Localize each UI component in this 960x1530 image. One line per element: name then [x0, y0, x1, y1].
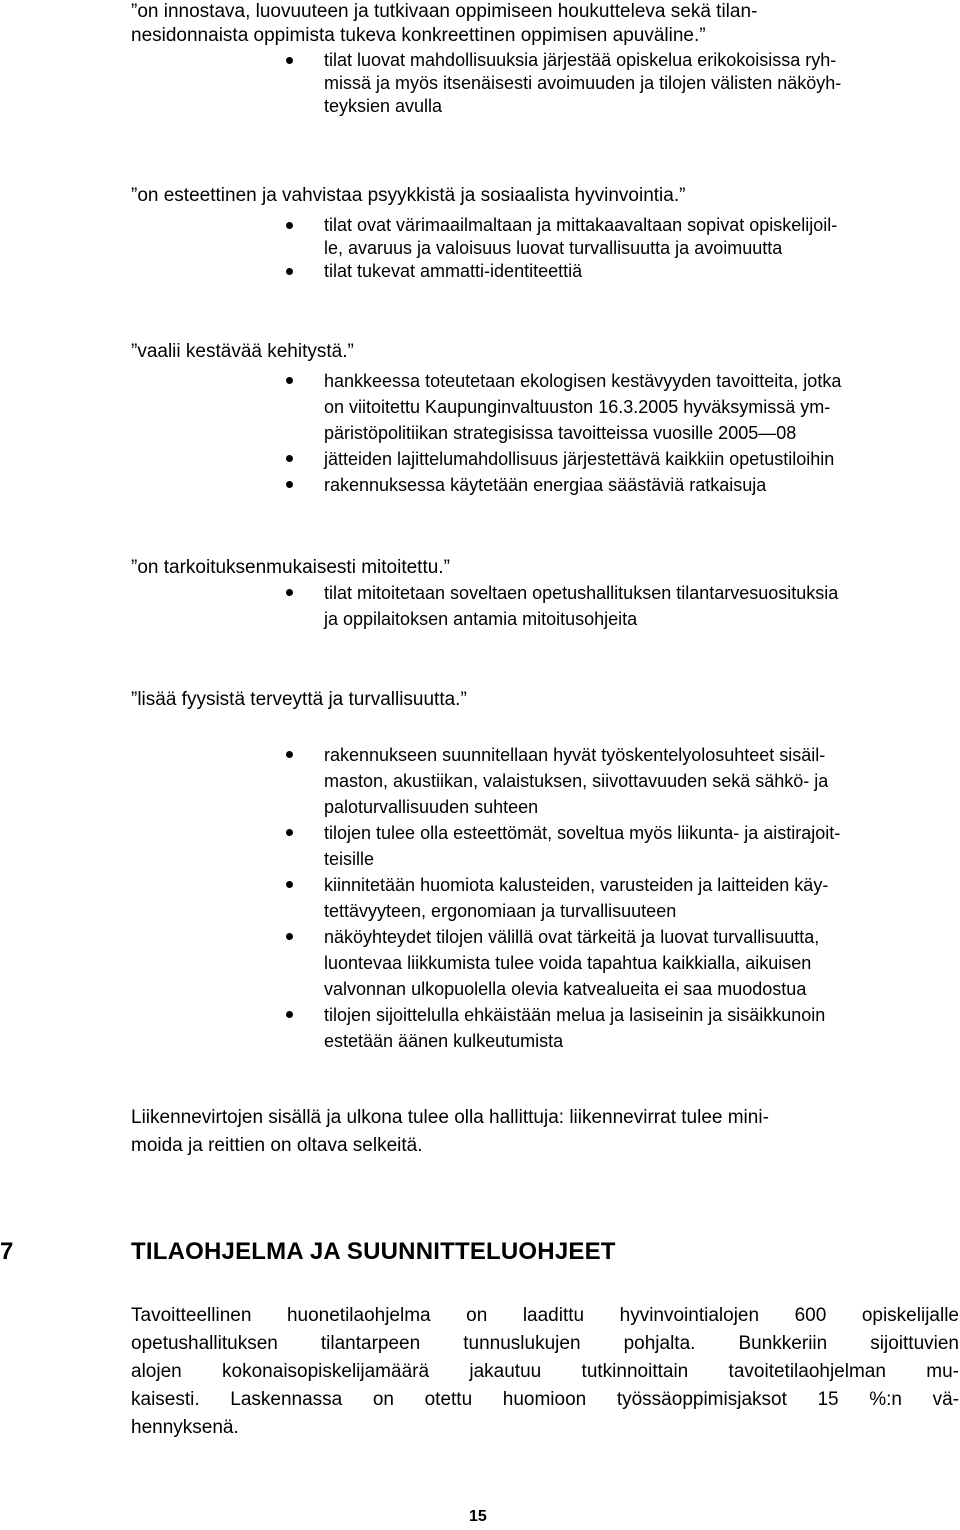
list-item-line: ja oppilaitoksen antamia mitoitusohjeita	[324, 609, 638, 629]
list-item	[286, 446, 954, 472]
list-item	[286, 368, 954, 446]
bullet-icon	[286, 589, 293, 596]
paragraph-line: kaisesti. Laskennassa on otettu huomioon työssäoppimisjaksot 15 %:n vä-	[131, 1389, 959, 1410]
bullet-icon	[286, 57, 293, 64]
bullet-list	[286, 368, 954, 498]
list-item-line: päristöpolitiikan strategisissa tavoitteissa vuosille 2005—08	[324, 423, 797, 443]
section-heading	[131, 0, 757, 48]
bullet-icon	[286, 222, 293, 229]
section-heading	[131, 688, 467, 712]
chapter-number: 7	[0, 1238, 14, 1265]
list-item-line: estetään äänen kulkeutumista	[324, 1031, 564, 1051]
list-item-line: on viitoitettu Kaupunginvaltuuston 16.3.2005 hyväksymissä ym-	[324, 397, 831, 417]
list-item-line: valvonnan ulkopuolella olevia katvealueita ei saa muodostua	[324, 979, 807, 999]
list-item-line: paloturvallisuuden suhteen	[324, 797, 539, 817]
paragraph-line: hennyksenä.	[131, 1417, 239, 1438]
paragraph-line: Liikennevirtojen sisällä ja ulkona tulee olla hallittuja: liikennevirrat tulee mini-	[131, 1107, 769, 1128]
bullet-icon	[286, 481, 293, 488]
list-item-line: tilat luovat mahdollisuuksia järjestää opiskelua erikokoisissa ryh-	[324, 50, 837, 70]
list-item-line: tilat ovat värimaailmaltaan ja mittakaavaltaan sopivat opiskelijoil-	[324, 215, 838, 235]
list-item-line: tettävyyteen, ergonomiaan ja turvallisuuteen	[324, 901, 677, 921]
list-item-line: näköyhteydet tilojen välillä ovat tärkeitä ja luovat turvallisuutta,	[324, 927, 820, 947]
bullet-list	[286, 742, 954, 1054]
section-heading	[131, 184, 685, 208]
list-item	[286, 820, 954, 872]
list-item-line: tilojen tulee olla esteettömät, soveltua myös liikunta- ja aistirajoit-	[324, 823, 841, 843]
list-item	[286, 924, 954, 1002]
bullet-icon	[286, 1011, 293, 1018]
list-item-line: missä ja myös itsenäisesti avoimuuden ja tilojen välisten näköyh-	[324, 73, 842, 93]
list-item-line: rakennukseen suunnitellaan hyvät työskentelyolosuhteet sisäil-	[324, 745, 826, 765]
heading-line: ”vaalii kestävää kehitystä.”	[131, 341, 354, 362]
chapter-title: TILAOHJELMA JA SUUNNITTELUOHJEET	[131, 1238, 616, 1265]
list-item-line: teyksien avulla	[324, 96, 443, 116]
heading-line: ”on tarkoituksenmukaisesti mitoitettu.”	[131, 557, 450, 578]
heading-line: ”lisää fyysistä terveyttä ja turvallisuutta.”	[131, 689, 467, 710]
section-heading	[131, 556, 450, 580]
list-item	[286, 742, 954, 820]
list-item	[286, 49, 954, 118]
list-item-line: rakennuksessa käytetään energiaa säästäviä ratkaisuja	[324, 475, 767, 495]
paragraph-line: Tavoitteellinen huonetilaohjelma on laadittu hyvinvointialojen 600 opiskelijalle	[131, 1305, 959, 1326]
list-item-line: tilat mitoitetaan soveltaen opetushallituksen tilantarvesuosituksia	[324, 583, 839, 603]
list-item	[286, 260, 954, 283]
heading-line: ”on innostava, luovuuteen ja tutkivaan oppimiseen houkutteleva sekä tilan-	[131, 1, 758, 22]
bullet-icon	[286, 455, 293, 462]
list-item-line: teisille	[324, 849, 375, 869]
bullet-icon	[286, 881, 293, 888]
list-item-line: tilojen sijoittelulla ehkäistään melua ja lasiseinin ja sisäikkunoin	[324, 1005, 826, 1025]
list-item-line: maston, akustiikan, valaistuksen, siivottavuuden sekä sähkö- ja	[324, 771, 829, 791]
list-item	[286, 872, 954, 924]
traffic-paragraph	[131, 1104, 959, 1160]
list-item-line: le, avaruus ja valoisuus luovat turvallisuutta ja avoimuutta	[324, 238, 783, 258]
list-item	[286, 214, 954, 260]
chapter-paragraph	[131, 1302, 959, 1442]
section-heading	[131, 340, 354, 364]
list-item-line: luontevaa liikkumista tulee voida tapahtua kaikkialla, aikuisen	[324, 953, 812, 973]
list-item	[286, 1002, 954, 1054]
bullet-list	[286, 49, 954, 118]
list-item-line: hankkeessa toteutetaan ekologisen kestävyyden tavoitteita, jotka	[324, 371, 842, 391]
bullet-icon	[286, 933, 293, 940]
list-item	[286, 580, 954, 632]
bullet-icon	[286, 829, 293, 836]
bullet-icon	[286, 268, 293, 275]
bullet-list	[286, 214, 954, 283]
page-number: 15	[469, 1508, 487, 1525]
bullet-icon	[286, 377, 293, 384]
bullet-list	[286, 580, 954, 632]
list-item-line: jätteiden lajittelumahdollisuus järjestettävä kaikkiin opetustiloihin	[324, 449, 835, 469]
list-item-line: tilat tukevat ammatti-identiteettiä	[324, 261, 583, 281]
paragraph-line: alojen kokonaisopiskelijamäärä jakautuu tutkinnoittain tavoitetilaohjelman mu-	[131, 1361, 959, 1382]
paragraph-line: moida ja reittien on oltava selkeitä.	[131, 1135, 423, 1156]
paragraph-line: opetushallituksen tilantarpeen tunnuslukujen pohjalta. Bunkkeriin sijoittuvien	[131, 1333, 959, 1354]
bullet-icon	[286, 751, 293, 758]
heading-line: ”on esteettinen ja vahvistaa psyykkistä ja sosiaalista hyvinvointia.”	[131, 185, 686, 206]
list-item-line: kiinnitetään huomiota kalusteiden, varusteiden ja laitteiden käy-	[324, 875, 829, 895]
list-item	[286, 472, 954, 498]
heading-line: nesidonnaista oppimista tukeva konkreettinen oppimisen apuväline.”	[131, 25, 706, 46]
